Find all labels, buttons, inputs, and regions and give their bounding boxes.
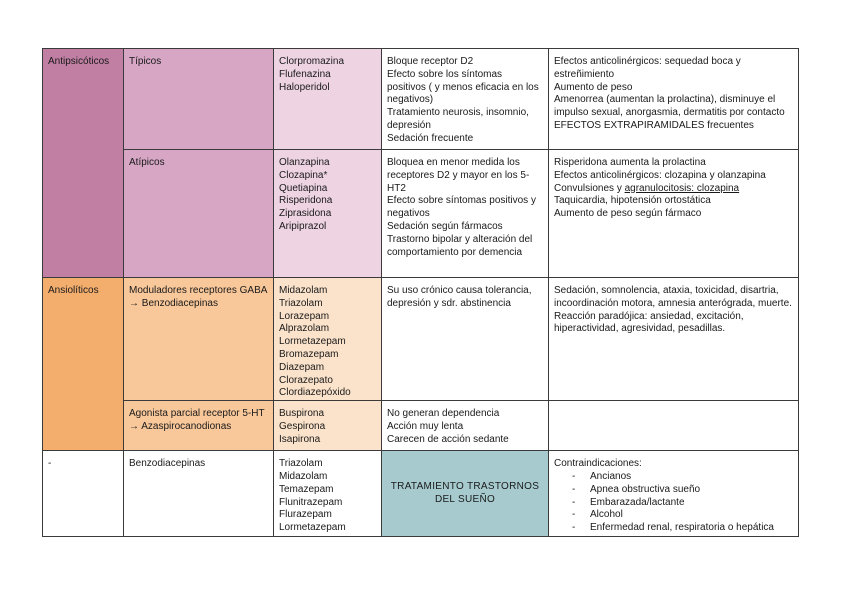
effect-line bbox=[554, 183, 793, 196]
category-cell bbox=[43, 278, 124, 451]
mechanism-line: Bloque receptor D2 bbox=[387, 56, 474, 67]
contra-item: - Apnea obstructiva sueño bbox=[590, 484, 793, 497]
effect-line: Sedación, somnolencia, ataxia, toxicidad, disartria, incoordinación motora, amnesia anterógrada, muerte. bbox=[554, 285, 792, 309]
drug-item: Triazolam bbox=[279, 297, 323, 309]
mechanism-line: No generan dependencia bbox=[387, 408, 500, 420]
contra-list bbox=[554, 471, 793, 535]
drug-item: Ziprasidona bbox=[279, 208, 332, 220]
effect-line: Amenorrea (aumentan la prolactina), disminuye el impulso sexual, anorgasmia, dermatitis por contacto bbox=[554, 94, 785, 119]
mechanism-cell bbox=[382, 401, 549, 451]
contra-item: - Ancianos bbox=[590, 471, 793, 484]
drug-item: Flunitrazepam bbox=[279, 496, 343, 508]
type-label: Agonista parcial receptor 5-HT → Azaspirocanodionas bbox=[129, 408, 265, 432]
drug-item: Risperidona bbox=[279, 195, 333, 207]
mechanism-line: Efecto sobre los síntomas positivos ( y menos eficacia en los negativos) bbox=[387, 68, 539, 106]
effect-underlined: agranulocitosis: clozapina bbox=[624, 182, 740, 194]
drug-item: Flurazepam bbox=[279, 509, 332, 521]
drug-item: Gespirona bbox=[279, 420, 326, 432]
mechanism-line: Sedación según fármacos bbox=[387, 220, 503, 232]
drugs-cell bbox=[274, 278, 382, 401]
drug-item: Alprazolam bbox=[279, 323, 330, 335]
drug-item: Triazolam bbox=[279, 458, 323, 470]
drug-item: Isapirona bbox=[279, 433, 321, 445]
mechanism-cell bbox=[382, 150, 549, 278]
row-antipsicoticos-atipicos bbox=[43, 150, 799, 278]
drug-item: Midazolam bbox=[279, 470, 328, 482]
category-cell bbox=[43, 49, 124, 278]
effects-cell bbox=[549, 278, 799, 401]
effect-line: Aumento de peso según fármaco bbox=[554, 208, 702, 220]
drugs-cell bbox=[274, 150, 382, 278]
row-ansioliticos-gaba bbox=[43, 278, 799, 401]
drugs-cell bbox=[274, 49, 382, 150]
pharmacology-table bbox=[42, 48, 799, 537]
effect-line: Aumento de peso bbox=[554, 81, 633, 93]
category-label: Ansiolíticos bbox=[48, 285, 99, 296]
drugs-cell bbox=[274, 451, 382, 537]
drug-item: Clorpromazina bbox=[279, 56, 345, 67]
drug-item: Olanzapina bbox=[279, 157, 330, 168]
mechanism-line: Trastorno bipolar y alteración del comportamiento por demencia bbox=[387, 233, 533, 258]
effects-cell bbox=[549, 150, 799, 278]
contra-item: - Embarazada/lactante bbox=[590, 497, 793, 510]
drug-item: Clozapina* bbox=[279, 169, 328, 181]
mechanism-line: Carecen de acción sedante bbox=[387, 433, 509, 445]
type-cell bbox=[124, 451, 274, 537]
contraindications-cell bbox=[549, 451, 799, 537]
mechanism-line: Sedación frecuente bbox=[387, 132, 474, 144]
drug-item: Bromazepam bbox=[279, 348, 339, 360]
type-cell bbox=[124, 150, 274, 278]
mechanism-cell bbox=[382, 278, 549, 401]
type-cell bbox=[124, 401, 274, 451]
mechanism-line: Su uso crónico causa tolerancia, depresión y sdr. abstinencia bbox=[387, 285, 532, 309]
category-label: Antipsicóticos bbox=[48, 56, 110, 67]
drug-item: Lormetazepam bbox=[279, 336, 346, 348]
contra-item: - Enfermedad renal, respiratoria o hepática bbox=[590, 522, 793, 535]
effect-line: Taquicardia, hipotensión ortostática bbox=[554, 195, 711, 207]
drug-item: Lorazepam bbox=[279, 310, 330, 322]
drug-item: Clorazepato bbox=[279, 374, 333, 386]
contra-item: - Alcohol bbox=[590, 509, 793, 522]
drug-item: Haloperidol bbox=[279, 81, 330, 93]
mechanism-line: Tratamiento neurosis, insomnio, depresión bbox=[387, 107, 529, 131]
row-sueno bbox=[43, 451, 799, 537]
effect-line: EFECTOS EXTRAPIRAMIDALES frecuentes bbox=[554, 119, 754, 131]
drug-item: Buspirona bbox=[279, 408, 325, 420]
effect-prefix: Convulsiones y bbox=[554, 182, 625, 194]
drug-item: Quetiapina bbox=[279, 182, 328, 194]
effects-cell bbox=[549, 401, 799, 451]
mechanism-line: Efecto sobre síntomas positivos y negativos bbox=[387, 195, 536, 220]
effect-line: Risperidona aumenta la prolactina bbox=[554, 157, 706, 168]
row-antipsicoticos-tipicos bbox=[43, 49, 799, 150]
treatment-label: TRATAMIENTO TRASTORNOS DEL SUEÑO bbox=[390, 480, 540, 505]
type-cell bbox=[124, 49, 274, 150]
mechanism-line: Acción muy lenta bbox=[387, 420, 464, 432]
effect-line: Efectos anticolinérgicos: sequedad boca y estreñimiento bbox=[554, 56, 741, 80]
row-ansioliticos-5ht bbox=[43, 401, 799, 451]
treatment-cell bbox=[382, 451, 549, 537]
type-label: Atípicos bbox=[129, 157, 165, 168]
drug-item: Midazolam bbox=[279, 285, 328, 296]
effect-line: Efectos anticolinérgicos: clozapina y olanzapina bbox=[554, 169, 766, 181]
drug-item: Flufenazina bbox=[279, 68, 331, 80]
type-label: Típicos bbox=[129, 56, 162, 67]
contra-title: Contraindicaciones: bbox=[554, 458, 642, 470]
drug-item: Diazepam bbox=[279, 361, 325, 373]
mechanism-line: Bloquea en menor medida los receptores D2 y mayor en los 5-HT2 bbox=[387, 157, 530, 194]
type-label: Benzodiacepinas bbox=[129, 458, 206, 470]
effect-line: Reacción paradójica: ansiedad, excitación, hiperactividad, agresividad, pesadillas. bbox=[554, 310, 744, 335]
type-cell bbox=[124, 278, 274, 401]
drug-item: Lormetazepam bbox=[279, 522, 346, 534]
effects-cell bbox=[549, 49, 799, 150]
drug-item: Temazepam bbox=[279, 483, 334, 495]
drug-item: Clordiazepóxido bbox=[279, 387, 351, 399]
category-label: - bbox=[48, 458, 52, 470]
type-label: Moduladores receptores GABA → Benzodiacepinas bbox=[129, 285, 267, 309]
mechanism-cell bbox=[382, 49, 549, 150]
category-cell bbox=[43, 451, 124, 537]
drug-item: Aripiprazol bbox=[279, 220, 327, 232]
drugs-cell bbox=[274, 401, 382, 451]
